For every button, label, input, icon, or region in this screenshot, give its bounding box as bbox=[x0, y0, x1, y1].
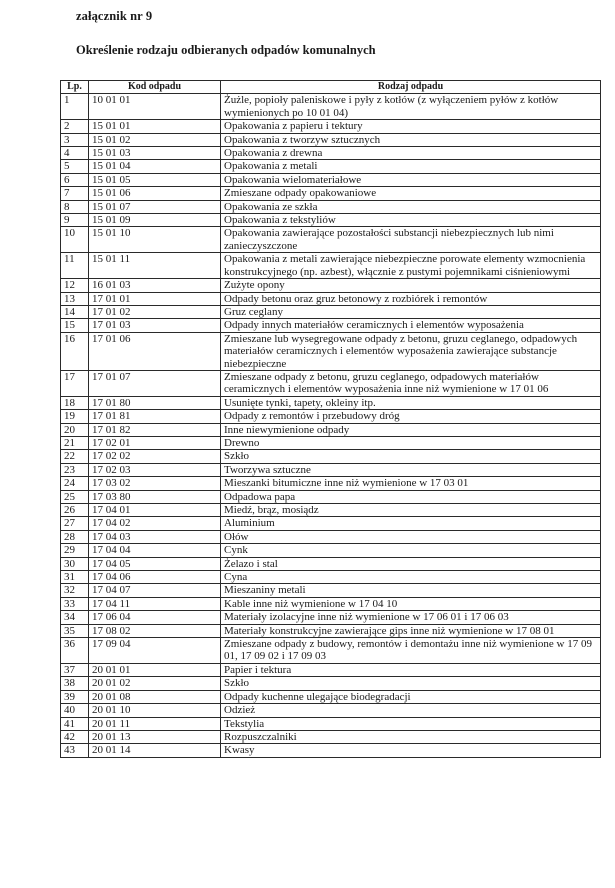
waste-type: Opakowania z papieru i tektury bbox=[221, 120, 601, 133]
row-number: 24 bbox=[61, 477, 89, 490]
waste-type: Szkło bbox=[221, 677, 601, 690]
table-row bbox=[61, 279, 601, 292]
waste-code: 17 02 03 bbox=[89, 463, 221, 476]
waste-type: Opakowania ze szkła bbox=[221, 200, 601, 213]
table-row bbox=[61, 690, 601, 703]
waste-type: Kable inne niż wymienione w 17 04 10 bbox=[221, 597, 601, 610]
row-number: 19 bbox=[61, 410, 89, 423]
row-number: 13 bbox=[61, 292, 89, 305]
waste-type: Opakowania z tworzyw sztucznych bbox=[221, 133, 601, 146]
waste-type: Inne niewymienione odpady bbox=[221, 423, 601, 436]
waste-code: 17 01 06 bbox=[89, 332, 221, 370]
waste-type: Żużle, popioły paleniskowe i pyły z kotłów (z wyłączeniem pyłów z kotłów wymienionych po 10 01 04) bbox=[221, 94, 601, 120]
row-number: 10 bbox=[61, 227, 89, 253]
row-number: 25 bbox=[61, 490, 89, 503]
row-number: 39 bbox=[61, 690, 89, 703]
waste-type: Gruz ceglany bbox=[221, 305, 601, 318]
waste-code: 17 04 07 bbox=[89, 584, 221, 597]
waste-code: 20 01 11 bbox=[89, 717, 221, 730]
row-number: 41 bbox=[61, 717, 89, 730]
row-number: 33 bbox=[61, 597, 89, 610]
waste-code: 15 01 01 bbox=[89, 120, 221, 133]
table-row bbox=[61, 463, 601, 476]
waste-type: Odpady z remontów i przebudowy dróg bbox=[221, 410, 601, 423]
column-header-type: Rodzaj odpadu bbox=[221, 81, 601, 94]
table-row bbox=[61, 624, 601, 637]
row-number: 28 bbox=[61, 530, 89, 543]
waste-type: Mieszanki bitumiczne inne niż wymienione w 17 03 01 bbox=[221, 477, 601, 490]
table-row bbox=[61, 305, 601, 318]
waste-code: 17 04 05 bbox=[89, 557, 221, 570]
row-number: 15 bbox=[61, 319, 89, 332]
waste-type: Opakowania z tekstyliów bbox=[221, 214, 601, 227]
waste-code: 15 01 03 bbox=[89, 147, 221, 160]
waste-code: 17 01 81 bbox=[89, 410, 221, 423]
waste-code: 17 01 80 bbox=[89, 396, 221, 409]
table-row bbox=[61, 94, 601, 120]
table-row bbox=[61, 517, 601, 530]
row-number: 29 bbox=[61, 544, 89, 557]
waste-type: Zmieszane odpady opakowaniowe bbox=[221, 187, 601, 200]
waste-code: 17 04 02 bbox=[89, 517, 221, 530]
waste-code: 17 01 02 bbox=[89, 305, 221, 318]
table-row bbox=[61, 730, 601, 743]
table-row bbox=[61, 227, 601, 253]
waste-code: 17 02 02 bbox=[89, 450, 221, 463]
row-number: 30 bbox=[61, 557, 89, 570]
row-number: 7 bbox=[61, 187, 89, 200]
annex-label: załącznik nr 9 bbox=[76, 9, 153, 23]
waste-type: Opakowania z metali bbox=[221, 160, 601, 173]
table-row bbox=[61, 133, 601, 146]
waste-type: Tekstylia bbox=[221, 717, 601, 730]
waste-type: Materiały konstrukcyjne zawierające gips inne niż wymienione w 17 08 01 bbox=[221, 624, 601, 637]
table-row bbox=[61, 436, 601, 449]
waste-type: Zużyte opony bbox=[221, 279, 601, 292]
table-row bbox=[61, 319, 601, 332]
waste-type: Opakowania z drewna bbox=[221, 147, 601, 160]
waste-code: 17 04 06 bbox=[89, 571, 221, 584]
row-number: 20 bbox=[61, 423, 89, 436]
table-row bbox=[61, 717, 601, 730]
waste-code: 20 01 01 bbox=[89, 663, 221, 676]
table-row bbox=[61, 597, 601, 610]
table-row bbox=[61, 160, 601, 173]
row-number: 22 bbox=[61, 450, 89, 463]
table-row bbox=[61, 410, 601, 423]
row-number: 8 bbox=[61, 200, 89, 213]
row-number: 18 bbox=[61, 396, 89, 409]
waste-type: Odpady innych materiałów ceramicznych i elementów wyposażenia bbox=[221, 319, 601, 332]
table-row bbox=[61, 677, 601, 690]
waste-code: 17 08 02 bbox=[89, 624, 221, 637]
table-header-row bbox=[61, 81, 601, 94]
row-number: 17 bbox=[61, 370, 89, 396]
waste-type: Opakowania z metali zawierające niebezpieczne porowate elementy wzmocnienia konstrukcyjnego (np. azbest), włącznie z pustymi pojemnikami ciśnieniowymi bbox=[221, 253, 601, 279]
table-row bbox=[61, 544, 601, 557]
waste-table bbox=[60, 80, 601, 758]
waste-code: 17 04 01 bbox=[89, 504, 221, 517]
table-row bbox=[61, 611, 601, 624]
table-row bbox=[61, 423, 601, 436]
waste-type: Odzież bbox=[221, 704, 601, 717]
row-number: 35 bbox=[61, 624, 89, 637]
waste-code: 17 01 03 bbox=[89, 319, 221, 332]
row-number: 2 bbox=[61, 120, 89, 133]
table-row bbox=[61, 292, 601, 305]
waste-code: 17 06 04 bbox=[89, 611, 221, 624]
waste-code: 20 01 14 bbox=[89, 744, 221, 757]
table-row bbox=[61, 200, 601, 213]
waste-code: 20 01 02 bbox=[89, 677, 221, 690]
waste-type: Opakowania zawierające pozostałości substancji niebezpiecznych lub nimi zanieczyszczone bbox=[221, 227, 601, 253]
row-number: 21 bbox=[61, 436, 89, 449]
waste-type: Rozpuszczalniki bbox=[221, 730, 601, 743]
waste-code: 15 01 04 bbox=[89, 160, 221, 173]
row-number: 31 bbox=[61, 571, 89, 584]
table-row bbox=[61, 490, 601, 503]
row-number: 1 bbox=[61, 94, 89, 120]
waste-type: Usunięte tynki, tapety, okleiny itp. bbox=[221, 396, 601, 409]
waste-type: Materiały izolacyjne inne niż wymienione w 17 06 01 i 17 06 03 bbox=[221, 611, 601, 624]
waste-code: 16 01 03 bbox=[89, 279, 221, 292]
waste-code: 10 01 01 bbox=[89, 94, 221, 120]
row-number: 43 bbox=[61, 744, 89, 757]
waste-code: 15 01 02 bbox=[89, 133, 221, 146]
row-number: 42 bbox=[61, 730, 89, 743]
waste-code: 17 04 11 bbox=[89, 597, 221, 610]
row-number: 37 bbox=[61, 663, 89, 676]
waste-type: Odpady betonu oraz gruz betonowy z rozbiórek i remontów bbox=[221, 292, 601, 305]
waste-type: Ołów bbox=[221, 530, 601, 543]
table-row bbox=[61, 187, 601, 200]
row-number: 9 bbox=[61, 214, 89, 227]
table-row bbox=[61, 477, 601, 490]
table-row bbox=[61, 530, 601, 543]
waste-code: 17 03 80 bbox=[89, 490, 221, 503]
row-number: 34 bbox=[61, 611, 89, 624]
waste-type: Drewno bbox=[221, 436, 601, 449]
table-row bbox=[61, 704, 601, 717]
waste-code: 15 01 10 bbox=[89, 227, 221, 253]
row-number: 38 bbox=[61, 677, 89, 690]
waste-code: 17 01 01 bbox=[89, 292, 221, 305]
waste-type: Cyna bbox=[221, 571, 601, 584]
waste-type: Mieszaniny metali bbox=[221, 584, 601, 597]
waste-code: 17 02 01 bbox=[89, 436, 221, 449]
row-number: 12 bbox=[61, 279, 89, 292]
waste-code: 15 01 06 bbox=[89, 187, 221, 200]
table-row bbox=[61, 744, 601, 757]
table-row bbox=[61, 396, 601, 409]
table-row bbox=[61, 504, 601, 517]
column-header-code: Kod odpadu bbox=[89, 81, 221, 94]
document-title: Określenie rodzaju odbieranych odpadów komunalnych bbox=[76, 43, 376, 57]
row-number: 36 bbox=[61, 638, 89, 664]
table-row bbox=[61, 638, 601, 664]
waste-code: 20 01 13 bbox=[89, 730, 221, 743]
waste-code: 15 01 11 bbox=[89, 253, 221, 279]
waste-type: Kwasy bbox=[221, 744, 601, 757]
waste-code: 17 01 82 bbox=[89, 423, 221, 436]
row-number: 11 bbox=[61, 253, 89, 279]
waste-type: Zmieszane odpady z budowy, remontów i demontażu inne niż wymienione w 17 09 01, 17 09 02 i 17 09 03 bbox=[221, 638, 601, 664]
waste-type: Aluminium bbox=[221, 517, 601, 530]
waste-code: 17 09 04 bbox=[89, 638, 221, 664]
waste-type: Żelazo i stal bbox=[221, 557, 601, 570]
waste-code: 17 04 04 bbox=[89, 544, 221, 557]
table-row bbox=[61, 147, 601, 160]
column-header-lp: Lp. bbox=[61, 81, 89, 94]
table-row bbox=[61, 584, 601, 597]
table-row bbox=[61, 571, 601, 584]
table-row bbox=[61, 450, 601, 463]
row-number: 32 bbox=[61, 584, 89, 597]
row-number: 27 bbox=[61, 517, 89, 530]
waste-type: Cynk bbox=[221, 544, 601, 557]
waste-type: Odpady kuchenne ulegające biodegradacji bbox=[221, 690, 601, 703]
waste-type: Papier i tektura bbox=[221, 663, 601, 676]
waste-type: Miedź, brąz, mosiądz bbox=[221, 504, 601, 517]
table-row bbox=[61, 253, 601, 279]
table-row bbox=[61, 370, 601, 396]
waste-type: Szkło bbox=[221, 450, 601, 463]
row-number: 26 bbox=[61, 504, 89, 517]
waste-code: 20 01 08 bbox=[89, 690, 221, 703]
waste-type: Opakowania wielomateriałowe bbox=[221, 173, 601, 186]
waste-type: Odpadowa papa bbox=[221, 490, 601, 503]
row-number: 14 bbox=[61, 305, 89, 318]
row-number: 6 bbox=[61, 173, 89, 186]
table-row bbox=[61, 557, 601, 570]
row-number: 23 bbox=[61, 463, 89, 476]
row-number: 5 bbox=[61, 160, 89, 173]
row-number: 16 bbox=[61, 332, 89, 370]
waste-code: 17 03 02 bbox=[89, 477, 221, 490]
waste-code: 15 01 07 bbox=[89, 200, 221, 213]
waste-type: Zmieszane odpady z betonu, gruzu ceglanego, odpadowych materiałów ceramicznych i elementów wyposażenia inne niż wymienione w 17 01 06 bbox=[221, 370, 601, 396]
row-number: 3 bbox=[61, 133, 89, 146]
waste-code: 17 01 07 bbox=[89, 370, 221, 396]
waste-code: 15 01 05 bbox=[89, 173, 221, 186]
table-row bbox=[61, 214, 601, 227]
waste-type: Tworzywa sztuczne bbox=[221, 463, 601, 476]
table-row bbox=[61, 332, 601, 370]
table-row bbox=[61, 173, 601, 186]
table-row bbox=[61, 663, 601, 676]
row-number: 40 bbox=[61, 704, 89, 717]
table-row bbox=[61, 120, 601, 133]
row-number: 4 bbox=[61, 147, 89, 160]
waste-code: 17 04 03 bbox=[89, 530, 221, 543]
waste-code: 20 01 10 bbox=[89, 704, 221, 717]
waste-code: 15 01 09 bbox=[89, 214, 221, 227]
waste-type: Zmieszane lub wysegregowane odpady z betonu, gruzu ceglanego, odpadowych materiałów ceramicznych i elementów wyposażenia zawierające substancje niebezpieczne bbox=[221, 332, 601, 370]
